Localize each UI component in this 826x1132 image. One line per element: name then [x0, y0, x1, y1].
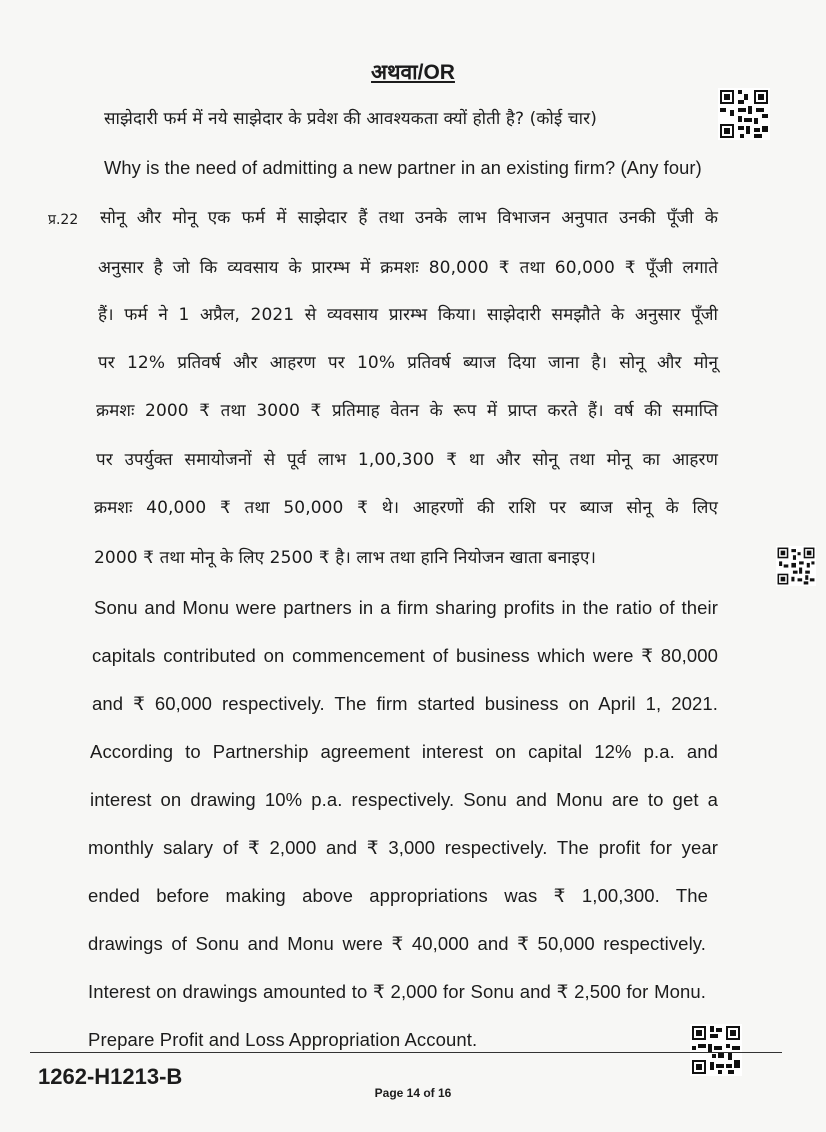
q22-english-line-10: Prepare Profit and Loss Appropriation Account. [88, 1029, 478, 1050]
q22-english-line-1: Sonu and Monu were partners in a firm sharing profits in the ratio of their [94, 597, 718, 618]
question-number: प्र.22 [48, 212, 79, 228]
or-question-english: Why is the need of admitting a new partner in an existing firm? (Any four) [104, 157, 702, 178]
q22-hindi-line-8: 2000 ₹ तथा मोनू के लिए 2500 ₹ है। लाभ तथा हानि नियोजन खाता बनाइए। [94, 548, 597, 568]
q22-english-line-2: capitals contributed on commencement of business which were ₹ 80,000 [92, 645, 718, 666]
q22-hindi-line-1: सोनू और मोनू एक फर्म में साझेदार हैं तथा उनके लाभ विभाजन अनुपात उनकी पूँजी के [100, 208, 718, 228]
q22-english-line-4: According to Partnership agreement interest on capital 12% p.a. and [90, 741, 718, 762]
q22-hindi-line-7: क्रमशः 40,000 ₹ तथा 50,000 ₹ थे। आहरणों की राशि पर ब्याज सोनू के लिए [94, 498, 718, 518]
qr-code-icon [718, 88, 770, 140]
or-heading-text: अथवा/OR [371, 61, 455, 84]
or-question-hindi: साझेदारी फर्म में नये साझेदार के प्रवेश की आवश्यकता क्यों होती है? (कोई चार) [104, 109, 597, 129]
q22-english-line-8: drawings of Sonu and Monu were ₹ 40,000 and ₹ 50,000 respectively. [88, 933, 706, 954]
q22-hindi-line-2: अनुसार है जो कि व्यवसाय के प्रारम्भ में क्रमशः 80,000 ₹ तथा 60,000 ₹ पूँजी लगाते [98, 258, 718, 278]
page-number: Page 14 of 16 [374, 1086, 452, 1100]
qr-code-icon [690, 1024, 742, 1076]
q22-english-line-5: interest on drawing 10% p.a. respectively. Sonu and Monu are to get a [90, 789, 718, 810]
q22-english-line-3: and ₹ 60,000 respectively. The firm started business on April 1, 2021. [92, 693, 718, 714]
or-heading [0, 58, 826, 86]
q22-english-line-7: ended before making above appropriations was ₹ 1,00,300. The [88, 885, 708, 906]
q22-hindi-line-5: क्रमशः 2000 ₹ तथा 3000 ₹ प्रतिमाह वेतन के रूप में प्राप्त करते हैं। वर्ष की समाप्ति [96, 401, 718, 421]
q22-english-line-6: monthly salary of ₹ 2,000 and ₹ 3,000 respectively. The profit for year [88, 837, 718, 858]
q22-hindi-line-3: हैं। फर्म ने 1 अप्रैल, 2021 से व्यवसाय प्रारम्भ किया। साझेदारी समझौते के अनुसार पूँजी [98, 305, 718, 325]
footer-divider [30, 1052, 782, 1053]
qr-code-icon [776, 546, 816, 586]
paper-code: 1262-H1213-B [38, 1064, 183, 1089]
q22-english-line-9: Interest on drawings amounted to ₹ 2,000 for Sonu and ₹ 2,500 for Monu. [88, 981, 706, 1002]
q22-hindi-line-4: पर 12% प्रतिवर्ष और आहरण पर 10% प्रतिवर्ष ब्याज दिया जाना है। सोनू और मोनू [98, 353, 718, 373]
q22-hindi-line-6: पर उपर्युक्त समायोजनों से पूर्व लाभ 1,00,300 ₹ था और सोनू तथा मोनू का आहरण [96, 450, 718, 470]
